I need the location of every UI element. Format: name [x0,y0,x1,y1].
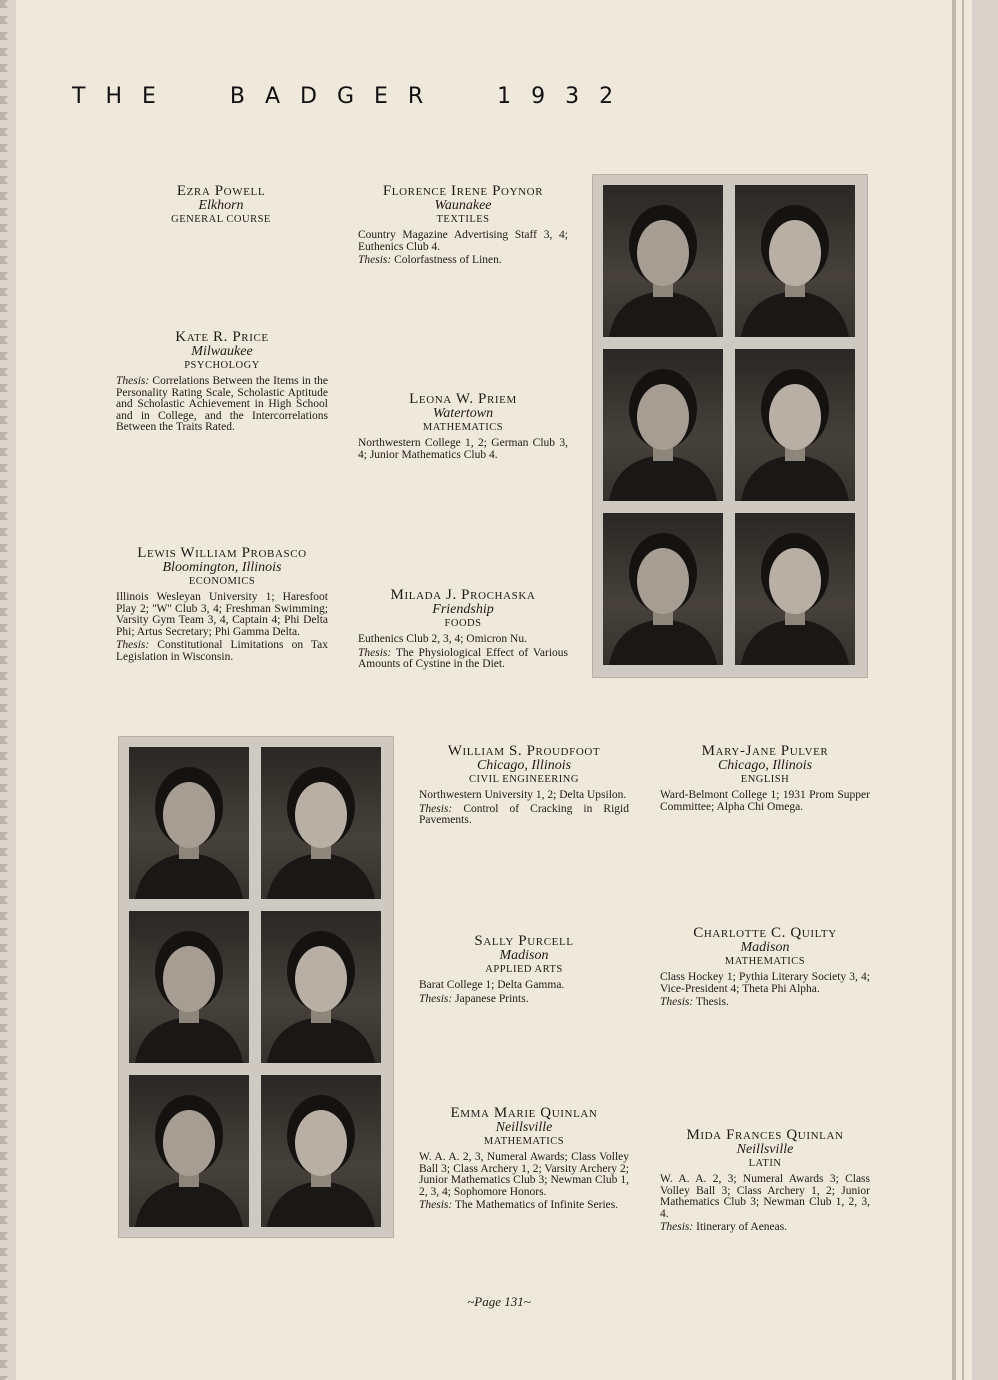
student-name: Mida Frances Quinlan [686,1127,844,1143]
senior-entry [116,330,328,434]
portrait-face [163,946,215,1012]
portrait-shoulders [267,853,375,899]
student-activities: Country Magazine Advertising Staff 3, 4; Euthenics Club 4. [358,229,568,253]
student-thesis [419,994,629,1006]
thesis-title: Constitutional Limitations on Tax Legislation in Wisconsin. [116,639,328,663]
student-hometown: Neillsville [736,1142,794,1157]
portrait-face [637,220,689,286]
student-hometown: Chicago, Illinois [476,758,572,773]
portrait-shoulders [267,1017,375,1063]
thesis-title: Thesis. [695,996,729,1008]
portrait-silhouette [603,349,723,501]
portrait-face [637,548,689,614]
thesis-title: Japanese Prints. [455,992,529,1005]
student-course: CIVIL ENGINEERING [469,774,579,785]
thesis-title: Control of Cracking in Rigid Pavements. [419,802,629,826]
student-activities: Class Hockey 1; Pythia Literary Society 3, 4; Vice-President 4; Theta Phi Alpha. [660,971,870,995]
senior-entry [419,934,629,1005]
portrait-shoulders [135,853,243,899]
portrait-photo [735,185,855,337]
student-hometown: Bloomington, Illinois [162,560,282,575]
student-course: TEXTILES [436,214,490,225]
student-thesis [419,1200,629,1212]
student-thesis [358,648,568,671]
thesis-title: Itinerary of Aeneas. [696,1221,788,1233]
page-title: THE BADGER 1932 [72,84,634,109]
portrait-face [637,384,689,450]
portrait-photo [735,513,855,665]
senior-entry [358,588,568,671]
thesis-title: Colorfastness of Linen. [394,254,502,266]
portrait-silhouette [129,747,249,899]
thesis-label: Thesis: [419,992,453,1005]
senior-entry [358,184,568,267]
student-name: Milada J. Prochaska [390,587,536,603]
portrait-shoulders [135,1181,243,1227]
student-name: Leona W. Priem [409,391,517,407]
student-course: ENGLISH [740,774,790,785]
portrait-photo [261,1075,381,1227]
student-hometown: Madison [499,948,549,963]
portrait-grid-bottom [118,736,394,1238]
portrait-shoulders [609,291,717,337]
portrait-silhouette [603,185,723,337]
portrait-shoulders [135,1017,243,1063]
student-activities: Barat College 1; Delta Gamma. [419,979,565,991]
page-edge-margin [972,0,998,1380]
student-name: Lewis William Probasco [137,545,307,561]
student-course: LATIN [748,1158,782,1169]
student-course: GENERAL COURSE [171,214,271,225]
student-hometown: Milwaukee [191,344,253,359]
thesis-label: Thesis: [116,375,150,387]
student-activities: Euthenics Club 2, 3, 4; Omicron Nu. [358,633,527,645]
portrait-silhouette [261,747,381,899]
student-name: William S. Proudfoot [447,743,601,759]
student-hometown: Watertown [432,406,494,421]
student-name: Emma Marie Quinlan [450,1105,598,1121]
portrait-face [163,782,215,848]
senior-entry [150,184,292,226]
portrait-face [295,1110,347,1176]
student-course: PSYCHOLOGY [184,360,260,371]
thesis-label: Thesis: [419,802,453,815]
student-name: Charlotte C. Quilty [693,925,837,941]
student-course: MATHEMATICS [724,956,806,967]
portrait-grid-top [592,174,868,678]
thesis-label: Thesis: [116,639,150,651]
student-activities: W. A. A. 2, 3, Numeral Awards; Class Volley Ball 3; Class Archery 1, 2; Varsity Archery 2; Junior Mathematics Club 3; Newman Club 1, 2, 3, 4; Sophomore Honors. [419,1151,629,1198]
portrait-shoulders [609,619,717,665]
thesis-label: Thesis: [660,1221,694,1233]
thesis-label: Thesis: [358,646,392,659]
portrait-silhouette [129,911,249,1063]
student-name: Kate R. Price [175,329,269,345]
page-edge-line [962,0,964,1380]
student-hometown: Chicago, Illinois [717,758,813,773]
student-name: Ezra Powell [176,183,266,199]
portrait-photo [129,1075,249,1227]
portrait-face [769,548,821,614]
portrait-shoulders [267,1181,375,1227]
student-hometown: Madison [740,940,790,955]
thesis-label: Thesis: [660,996,694,1008]
student-activities: Northwestern University 1, 2; Delta Upsilon. [419,789,627,801]
portrait-silhouette [735,185,855,337]
portrait-face [769,220,821,286]
portrait-face [295,946,347,1012]
student-course: FOODS [444,618,482,629]
page-number: ~Page 131~ [467,1294,531,1309]
portrait-photo [603,185,723,337]
senior-entry [660,1128,870,1234]
portrait-silhouette [261,1075,381,1227]
student-course: ECONOMICS [188,576,256,587]
thesis-label: Thesis: [419,1199,453,1211]
student-name: Mary-Jane Pulver [701,743,829,759]
senior-entry [660,926,870,1009]
student-thesis [660,997,870,1009]
portrait-shoulders [741,619,849,665]
portrait-face [769,384,821,450]
portrait-shoulders [741,291,849,337]
student-hometown: Neillsville [495,1120,553,1135]
senior-entry [419,744,629,827]
student-activities: Northwestern College 1, 2; German Club 3, 4; Junior Mathematics Club 4. [358,437,568,461]
decorative-left-border [0,0,16,1380]
student-thesis [419,804,629,827]
student-thesis [358,255,568,267]
student-thesis [116,640,328,663]
student-activities: Ward-Belmont College 1; 1931 Prom Supper Committee; Alpha Chi Omega. [660,789,870,813]
student-activities: Illinois Wesleyan University 1; Haresfoot Play 2; ''W'' Club 3, 4; Freshman Swimming; Varsity Gym Team 3, 4, Captain 4; Phi Delta Phi; Artus Secretary; Phi Gamma Delta. [116,591,328,638]
portrait-silhouette [735,349,855,501]
student-activities: W. A. A. 2, 3; Numeral Awards 3; Class Volley Ball 3; Class Archery 1, 2; Junior Mathematics Club 3; Newman Club 1, 2, 3, 4. [660,1173,870,1220]
student-course: MATHEMATICS [483,1136,565,1147]
senior-entry [116,546,328,663]
portrait-photo [129,911,249,1063]
student-hometown: Waunakee [434,198,492,213]
portrait-photo [129,747,249,899]
student-course: MATHEMATICS [422,422,504,433]
portrait-photo [735,349,855,501]
portrait-silhouette [129,1075,249,1227]
portrait-photo [603,513,723,665]
thesis-title: The Physiological Effect of Various Amounts of Cystine in the Diet. [358,646,569,670]
portrait-shoulders [741,455,849,501]
page-edge-line [952,0,956,1380]
portrait-face [295,782,347,848]
thesis-title: The Mathematics of Infinite Series. [454,1199,619,1211]
portrait-silhouette [603,513,723,665]
senior-entry [419,1106,629,1212]
portrait-silhouette [261,911,381,1063]
senior-entry [660,744,870,813]
portrait-face [163,1110,215,1176]
student-thesis [116,376,328,434]
senior-entry [358,392,568,461]
portrait-shoulders [609,455,717,501]
portrait-photo [603,349,723,501]
student-name: Sally Purcell [474,933,574,949]
student-hometown: Elkhorn [198,198,244,213]
student-course: APPLIED ARTS [485,964,563,975]
portrait-photo [261,911,381,1063]
student-hometown: Friendship [432,602,494,617]
student-name: Florence Irene Poynor [382,183,544,199]
thesis-title: Correlations Between the Items in the Personality Rating Scale, Scholastic Aptitude and Scholastic Achievement in High School and in College, and the Intercorrelations Between the Traits Rated. [116,375,328,433]
portrait-silhouette [735,513,855,665]
student-thesis [660,1222,870,1234]
thesis-label: Thesis: [358,254,392,266]
portrait-photo [261,747,381,899]
